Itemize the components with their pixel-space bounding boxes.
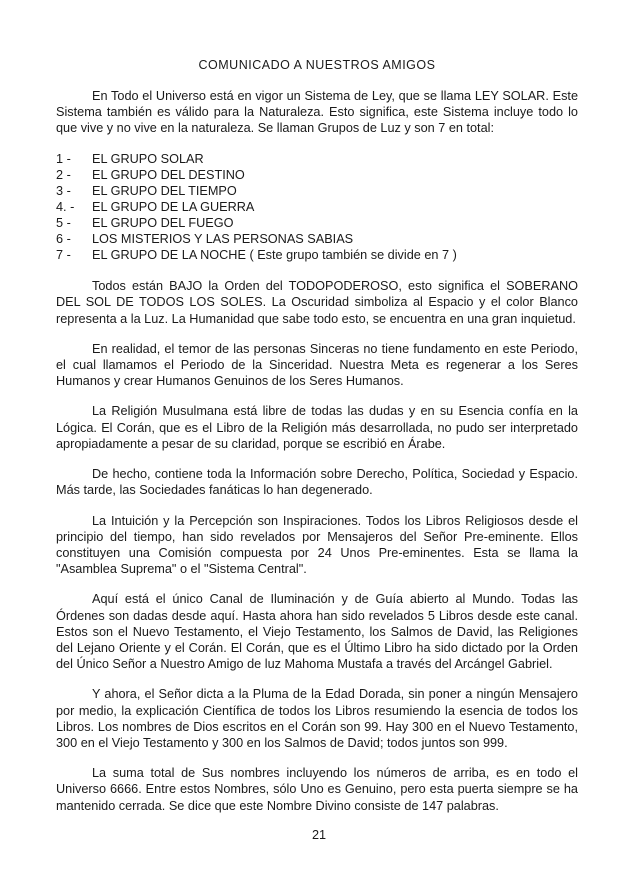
list-item-text: EL GRUPO DEL TIEMPO: [92, 183, 237, 198]
body-paragraph: De hecho, contiene toda la Información sobre Derecho, Política, Sociedad y Espacio. Más tarde, las Sociedades fanáticas lo han degenerado.: [56, 467, 578, 498]
intro-paragraph: En Todo el Universo está en vigor un Sistema de Ley, que se llama LEY SOLAR. Este Sistema también es válido para la Naturaleza. Esto significa, este Sistema incluye todo lo que vive y no vive en la naturaleza. Se llaman Grupos de Luz y son 7 en total:: [56, 89, 578, 136]
body-paragraph: En realidad, el temor de las personas Sinceras no tiene fundamento en este Periodo, el cual llamamos el Periodo de la Sinceridad. Nuestra Meta es regenerar a los Seres Humanos y crear Humanos Genuinos de los Seres Humanos.: [56, 341, 578, 389]
list-item-number: 1 -: [56, 151, 71, 166]
page-number: 21: [311, 828, 327, 842]
list-item: [56, 167, 578, 183]
list-item: [56, 199, 578, 215]
body-paragraph: La Intuición y la Percepción son Inspiraciones. Todos los Libros Religiosos desde el principio del tiempo, han sido revelados por Mensajeros del Señor Pre-eminente. Ellos constituyen una Comisión compuesta por 24 Unos Pre-eminentes. Esta se llama la "Asamblea Suprema" o el "Sistema Central".: [56, 513, 578, 577]
list-item: [56, 151, 578, 167]
list-item-number: 7 -: [56, 248, 71, 263]
list-item: [56, 231, 578, 247]
body-paragraph: La Religión Musulmana está libre de todas las dudas y en su Esencia confía en la Lógica. El Corán, que es el Libro de la Religión más desarrollada, no pudo ser interpretado apropiadamente a pesar de su claridad, porque se escribió en Árabe.: [56, 404, 578, 451]
list-item-text: EL GRUPO DE LA GUERRA: [92, 199, 255, 214]
list-item-text: EL GRUPO DEL FUEGO: [92, 215, 234, 230]
list-item-text: EL GRUPO SOLAR: [92, 151, 204, 166]
list-item: [56, 215, 578, 231]
groups-list: [56, 151, 578, 264]
list-item-number: 2 -: [56, 167, 71, 182]
document-page: [56, 58, 578, 828]
list-item-text: EL GRUPO DE LA NOCHE ( Este grupo también se divide en 7 ): [92, 248, 457, 263]
list-item-number: 6 -: [56, 232, 71, 247]
body-paragraph: Aquí está el único Canal de Iluminación y de Guía abierto al Mundo. Todas las Órdenes son dadas desde aquí. Hasta ahora han sido revelados 5 Libros desde este canal. Estos son el Nuevo Testamento, el Viejo Testamento, los Salmos de David, las Religiones del Lejano Oriente y el Corán. El Corán, que es el Último Libro ha sido dictado por la Orden del Único Señor a Nuestro Amigo de luz Mahoma Mustafa a través del Arcángel Gabriel.: [56, 592, 578, 672]
list-item-text: LOS MISTERIOS Y LAS PERSONAS SABIAS: [92, 232, 354, 247]
list-item-text: EL GRUPO DEL DESTINO: [92, 167, 245, 182]
list-item-number: 5 -: [56, 215, 71, 230]
document-title: COMUNICADO A NUESTROS AMIGOS: [198, 58, 436, 72]
list-item-number: 4. -: [56, 199, 75, 214]
list-item-number: 3 -: [56, 183, 71, 198]
body-paragraph: Todos están BAJO la Orden del TODOPODEROSO, esto significa el SOBERANO DEL SOL DE TODOS LOS SOLES. La Oscuridad simboliza al Espacio y el color Blanco representa a la Luz. La Humanidad que sabe todo esto, se encuentra en una gran inquietud.: [56, 279, 578, 326]
list-item: [56, 183, 578, 199]
list-item: [56, 247, 578, 263]
body-paragraph: Y ahora, el Señor dicta a la Pluma de la Edad Dorada, sin poner a ningún Mensajero por medio, la explicación Científica de todos los Libros resumiendo la esencia de todos los Libros. Los nombres de Dios escritos en el Corán son 99. Hay 300 en el Nuevo Testamento, 300 en el Viejo Testamento y 300 en los Salmos de David; todos juntos son 999.: [56, 687, 578, 750]
body-paragraph: La suma total de Sus nombres incluyendo los números de arriba, es en todo el Universo 6666. Entre estos Nombres, sólo Uno es Genuino, pero esta puerta siempre se ha mantenido cerrada. Se dice que este Nombre Divino consiste de 147 palabras.: [56, 766, 578, 813]
